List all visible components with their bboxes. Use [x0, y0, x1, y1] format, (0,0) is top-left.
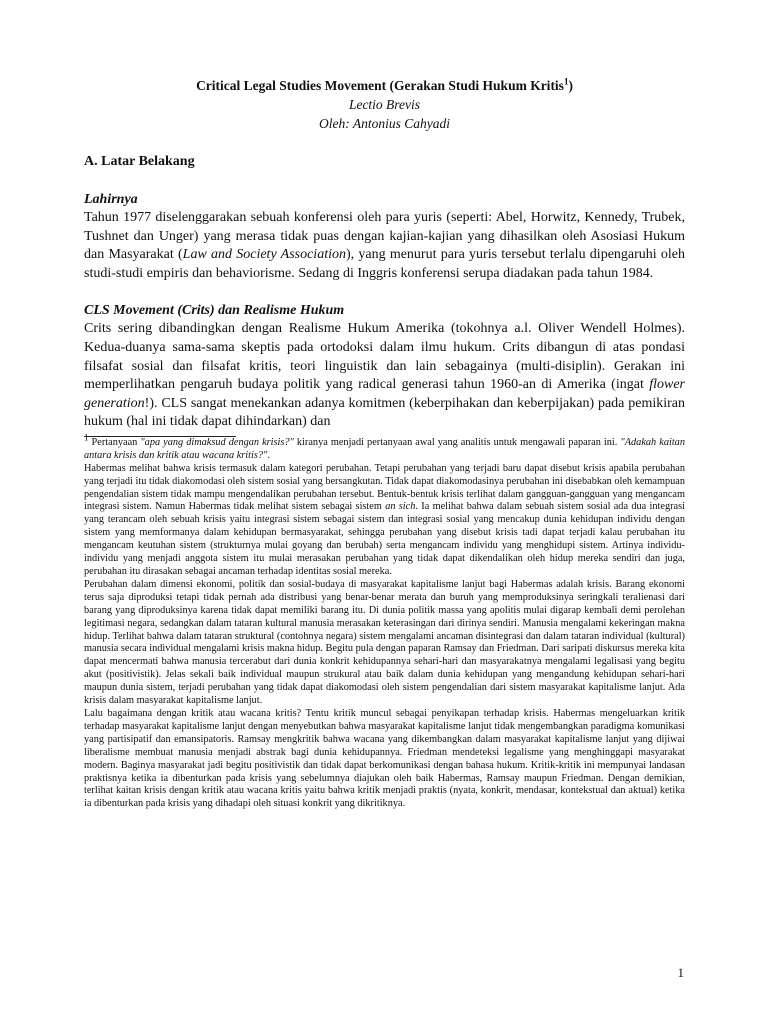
- document-subtitle: Lectio Brevis: [348, 97, 421, 112]
- paragraph-lahirnya: Tahun 1977 diselenggarakan sebuah konferensi oleh para yuris (seperti: Abel, Horwitz, Kennedy, Trubek, Tushnet dan Unger) yang merasa tidak puas dengan kajian-kajian yang dihasilkan oleh Asosiasi Hukum dan Masyarakat (Law and Society Association), yang menurut para yuris tersebut terlalu dipengaruhi oleh studi-studi empiris dan behaviorisme. Sedang di Inggris konferensi serupa diadakan pada tahun 1984.: [84, 210, 686, 281]
- document-page: [84, 76, 685, 811]
- subheading-lahirnya: Lahirnya: [84, 192, 138, 207]
- section-heading-latar-belakang: A. Latar Belakang: [84, 154, 195, 169]
- title-text: Critical Legal Studies Movement (Gerakan Studi Hukum Kritis: [196, 78, 564, 93]
- page-number: 1: [677, 965, 684, 980]
- paragraph-cls-movement: Crits sering dibandingkan dengan Realisme Hukum Amerika (tokohnya a.l. Oliver Wendell Holmes). Kedua-duanya sama-sama skeptis pada ortodoksi dalam ilmu hukum. Crits dibangun di atas pondasi filsafat sosial dan filsafat kritis, teori linguistik dan lain sebagainya (multi-disiplin). Gerakan ini memperlihatkan pengaruh budaya politik yang radical generasi tahun 1960-an di Amerika (ingat flower generation!). CLS sangat menekankan adanya komitmen (keberpihakan dan keberpijakan) pada pemikiran hukum (hal ini tidak dapat dihindarkan) dan: [84, 321, 685, 430]
- footnote-paragraph-4: Lalu bagaimana dengan kritik atau wacana kritis? Tentu kritik muncul sebagai penyikapan terhadap krisis. Habermas mengeluarkan kritik terhadap masyarakat kapitalisme lanjut dengan menyebutkan bahwa masyarakat kapitalisme lanjut tidak mengembangkan paradigma komunikasi yang partisipatif dan emansipatoris. Ramsay mengkritik bahwa wacana yang dikembangkan dalam masyarakat kapitalisme lanjut yang dijiwai liberalisme membuat manusia menjadi abstrak bagi dunia kehidupannya. Friedman mendeteksi legalisme yang menghinggapi masyarakat modern. Baginya masyarakat jadi begitu positivistik dan tidak dapat berkomunikasi dengan bahasa hukum. Kritik-kritik ini mempunyai landasan praktisnya ketika ia dibenturkan pada krisis yang sebelumnya diajukan oleh baik Habermas, Ramsay maupun Friedman. Dengan demikian, terlihat kaitan krisis dengan kritik atau wacana kritis yaitu bahwa kritik menjadi praktis (nyata, konkrit, mendasar, kontekstual dan aktual) ketika ia dibenturkan pada krisis yang dihadapi oleh situasi konkrit yang dikritiknya.: [84, 707, 685, 810]
- title-close: ): [568, 78, 573, 93]
- footnote-number: 1: [84, 432, 89, 443]
- document-title: [84, 76, 685, 95]
- footnote-paragraph-2: Habermas melihat bahwa krisis termasuk dalam kategori perubahan. Tetapi perubahan yang terjadi baru dapat disebut krisis apabila perubahan yang terjadi itu tidak diakomodasi oleh sistem sosial yang bersangkutan. Tidak dapat diakomodasinya perubahan ini disebabkan oleh kemampuan pengendalian sistem tidak mampu mengendalikan perubahan tersebut. Bentuk-bentuk krisis terlihat dalam gangguan-gangguan yang mengancam integrasi sistem. Namun Habermas tidak melihat sistem sebagai sistem an sich. Ia melihat bahwa dalam sebuah sistem sosial ada dua integrasi yang terancam oleh sebuah krisis yaitu integrasi sistem sebagai sistem dan integrasi sosial yang mencakup dunia kehidupan individu dengan sistem yang memformanya dalam kehidupan bermasyarakat, sehingga perubahan yang disebut krisis tadi dapat terjadi kalau perubahan itu mengancam keutuhan sistem (strukturnya mulai goyang dan berubah) serta mengancam individu yang menghidupi sistem. Artinya individu-individu yang menjadi anggota sistem itu mulai merasakan perubahan yang tidak dapat dikendalikan oleh hidup mereka sendiri dan juga, perubahan itu dirasakan sebagai ancaman terhadap identitas sosial mereka.: [84, 462, 685, 577]
- title-block: [84, 76, 685, 133]
- document-author: Oleh: Antonius Cahyadi: [319, 116, 450, 131]
- footnote-paragraph-3: Perubahan dalam dimensi ekonomi, politik dan sosial-budaya di masyarakat kapitalisme lanjut bagi Habermas adalah krisis. Barang ekonomi terus saja diproduksi tetapi tidak pernah ada distribusi yang benar-benar merata dan buruh yang memproduksinya seringkali teralienasi dari barang yang diproduksinya karena tidak dapat memiliki barang itu. Di dunia politik massa yang apolitis mulai digarap kembali demi perolehan legitimasi negara, sedangkan dalam tataran kultural manusia merasakan keterasingan dari dirinya sendiri. Manusia mengalami kekeringan makna hidup. Terlihat bahwa dalam tataran struktural (contohnya negara) sistem mengalami ancaman disintegrasi dan dalam tataran individual (kultural) manusia secara individual mengalami krisis makna hidup. Begitu pula dengan paparan Ramsay dan Friedman. Dari saripati diskursus mereka kita dapat mencermati bahwa manusia tercerabut dari dunia konkrit kehidupannya sehari-hari dan masyarakatnya mengalami legalisasi yang begitu akut (positivistik). Jelas sekali baik individual maupun strukural atau baik dalam dunia kehidupan yang mengandung kehidupan sehari-hari maupun dunia sistem, terjadi perubahan yang tidak dapat diakomodasi oleh sistem pengendalian dari sistem masyarakat kapitalisme lanjut. Ada krisis dalam masyarakat kapitalisme lanjut.: [84, 578, 685, 707]
- footnote-ref-1[interactable]: 1: [563, 76, 569, 87]
- subheading-cls-movement: CLS Movement (Crits) dan Realisme Hukum: [84, 303, 345, 319]
- footnote-paragraph-1: 1 Pertanyaan "apa yang dimaksud dengan krisis?" kiranya menjadi pertanyaan awal yang analitis untuk mengawali paparan ini. "Adakah kaitan antara krisis dan kritik atau wacana kritis?".: [84, 432, 685, 461]
